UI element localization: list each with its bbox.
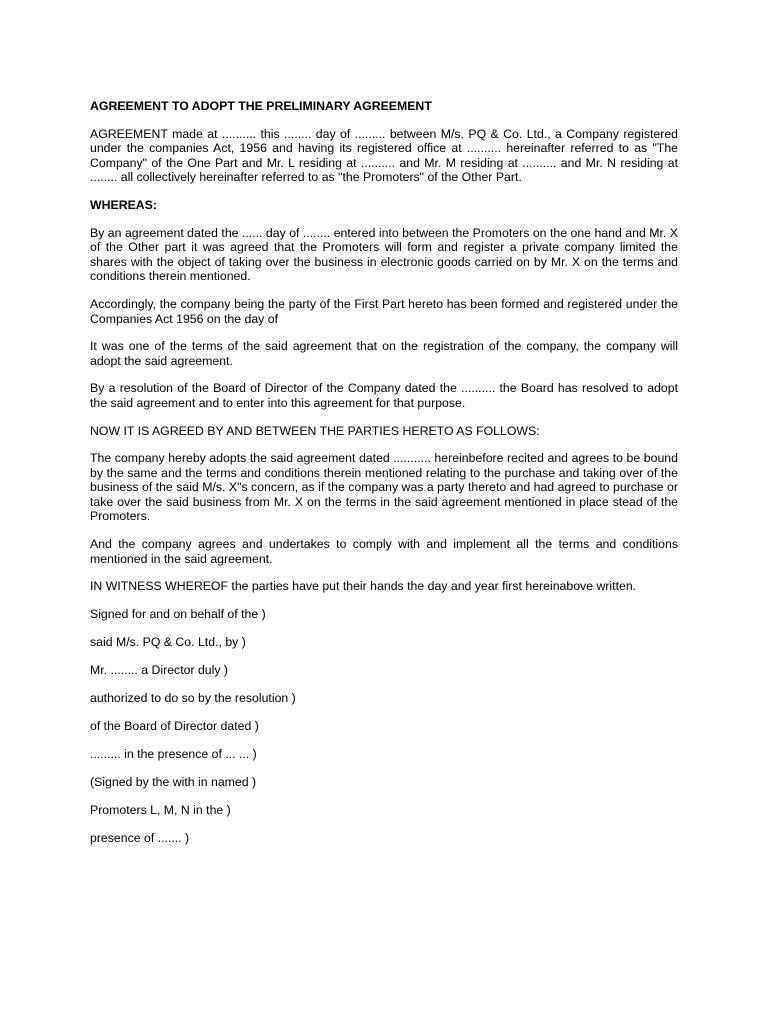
opening-paragraph: AGREEMENT made at .......... this ........ day of ......... between M/s. PQ & Co. Ltd., a Company registered under the companies Act, 1956 and having its registered office at .......... hereinafter referred to as "The Company" of the One Part and Mr. L residing at .......... and Mr. M residing at .......... and Mr. N residing at ........ all collectively hereinafter referred to as "the Promoters" of the Other Part. [90, 126, 678, 185]
signature-line: of the Board of Director dated ) [90, 718, 259, 733]
signature-block [90, 607, 678, 859]
signature-line: Promoters L, M, N in the ) [90, 802, 231, 817]
recital-board-resolution: By a resolution of the Board of Director of the Company dated the .......... the Board has resolved to adopt the said agreement and to enter into this agreement for that purpose. [90, 381, 678, 410]
recital-company-formed: Accordingly, the company being the party of the First Part hereto has been formed and registered under the Companies Act 1956 on the day of [90, 296, 678, 326]
witness-clause: IN WITNESS WHEREOF the parties have put their hands the day and year first hereinabove written. [90, 579, 637, 594]
whereas-heading: WHEREAS: [90, 197, 157, 212]
document-body [90, 99, 678, 859]
document-title: AGREEMENT TO ADOPT THE PRELIMINARY AGREEMENT [90, 99, 432, 113]
signature-line: Mr. ........ a Director duly ) [90, 662, 229, 677]
signature-line: (Signed by the with in named ) [90, 774, 257, 789]
signature-line: authorized to do so by the resolution ) [90, 690, 296, 705]
signature-line: Signed for and on behalf of the ) [90, 606, 266, 621]
signature-line: ......... in the presence of ... ... ) [90, 746, 257, 761]
clause-adoption: The company hereby adopts the said agreement dated ........... hereinbefore recited and agrees to be bound by the same and the terms and conditions therein mentioned relating to the purchase and taking over of the business of the said M/s. X"s concern, as if the company was a party thereto and had agreed to purchase or take over the said business from Mr. X on the terms in the said agreement mentioned in place stead of the Promoters. [90, 451, 678, 524]
signature-line: presence of ....... ) [90, 830, 190, 845]
recital-adoption-term: It was one of the terms of the said agreement that on the registration of the company, the company will adopt the said agreement. [90, 339, 678, 368]
recital-prior-agreement: By an agreement dated the ...... day of ........ entered into between the Promoters on the one hand and Mr. X of the Other part it was agreed that the Promoters will form and register a private company limited the shares with the object of taking over the business in electronic goods carried on by Mr. X on the terms and conditions therein mentioned. [90, 225, 678, 284]
operative-heading: NOW IT IS AGREED BY AND BETWEEN THE PARTIES HERETO AS FOLLOWS: [90, 423, 540, 438]
clause-compliance: And the company agrees and undertakes to comply with and implement all the terms and conditions mentioned in the said agreement. [90, 537, 678, 566]
signature-line: said M/s. PQ & Co. Ltd., by ) [90, 634, 246, 649]
